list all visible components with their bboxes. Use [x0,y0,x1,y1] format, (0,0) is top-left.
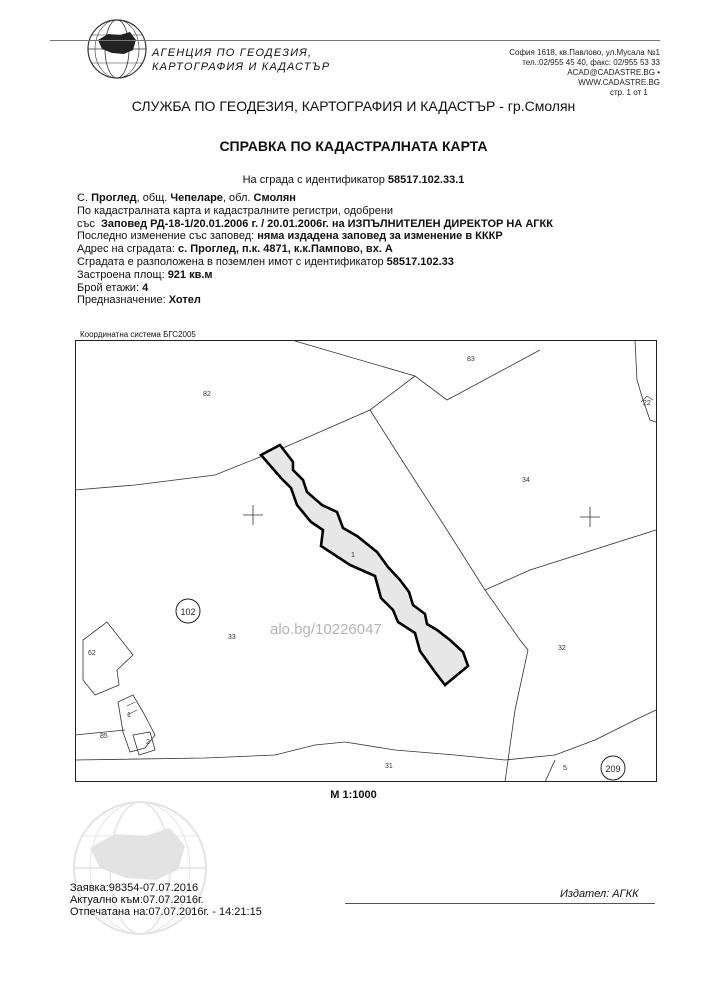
header-rule [50,40,660,41]
purpose-line [77,294,553,307]
purpose-value: Хотел [168,294,201,307]
contact-address: София 1618, кв.Павлово, ул.Мусала №1 [509,48,660,57]
building-1-label: 1 [127,712,131,719]
address-label: Адрес на сградата: [77,243,175,256]
parcel-83-label: 83 [467,356,475,363]
footer-info [70,882,262,918]
area-line [77,269,553,282]
last-change-label: Последно изменение със заповед: [77,230,255,243]
building-id-label: На сграда с идентификатор [242,174,385,186]
order-prefix: със [77,217,95,230]
agency-contact [490,48,660,88]
plot-line [77,256,553,269]
parcel-82-label: 82 [203,391,211,398]
contact-web: ACAD@CADASTRE.BG • WWW.CADASTRE.BG [567,68,660,87]
page-number: стр. 1 от 1 [610,88,648,97]
floors-line [77,282,553,295]
agency-name [152,46,330,74]
parcel-22-label: 22 [643,400,651,407]
agency-line-1: АГЕНЦИЯ ПО ГЕОДЕЗИЯ, [152,47,313,59]
building-id-value: 58517.102.33.1 [387,174,465,186]
location-prefix: С. [77,192,88,204]
location-line [77,192,553,205]
building-2-label: 2 [146,739,150,746]
document-title: СПРАВКА ПО КАДАСТРАЛНАТА КАРТА [219,138,488,154]
parcel-34-label: 34 [522,477,530,484]
order-value: Заповед РД-18-1/20.01.2006 г. / 20.01.2006г. на ИЗПЪЛНИТЕЛЕН ДИРЕКТОР НА АГКК [101,217,553,230]
block-102-label: 102 [180,607,196,617]
watermark-text: alo.bg/10226047 [270,621,382,638]
building-62-label: 62 [88,650,96,657]
current-to-date: Актуално към:07.07.2016г. [70,894,204,906]
plot-label: Сградата е разположена в поземлен имот с идентификатор [77,255,384,268]
coordinate-system: Координатна система БГС2005 [80,330,196,339]
agency-line-2: КАРТОГРАФИЯ И КАДАСТЪР [152,61,331,73]
contact-phone: тел.:02/955 45 40, факс: 02/955 53 33 [522,58,660,67]
address-value: с. Проглед, п.к. 4871, к.к.Пампово, вх. А [178,243,393,256]
printed-timestamp: Отпечатана на:07.07.2016г. - 14:21:15 [70,906,262,918]
parcel-32-label: 32 [558,645,566,652]
parcel-31-label: 31 [385,763,393,770]
issuer-rule [345,903,655,904]
request-number: Заявка:98354-07.07.2016 [70,882,199,894]
region-prefix: , обл. [222,192,251,204]
property-details [77,192,553,307]
parcel-85-label: 85 [100,733,108,740]
floors-value: 4 [142,281,149,294]
approved-line: По кадастралната карта и кадастралните регистри, одобрени [77,204,394,217]
purpose-label: Предназначение: [77,294,166,307]
region-name: Смолян [253,192,296,204]
parcel-5-label: 5 [563,765,567,772]
plot-value: 58517.102.33 [386,255,454,268]
last-change-value: няма издадена заповед за изменение в КККР [257,230,503,243]
building-identifier [0,174,707,186]
office-name: СЛУЖБА ПО ГЕОДЕЗИЯ, КАРТОГРАФИЯ И КАДАСТЪР - гр.Смолян [131,98,576,114]
hotel-building-label: 1 [351,552,355,559]
map-scale: М 1:1000 [330,789,377,801]
municipality-prefix: , общ. [136,192,168,204]
agency-globe-logo [86,18,148,80]
area-value: 921 кв.м [167,268,213,281]
issuer: Издател: АГКК [560,888,639,900]
address-line [77,243,553,256]
last-change-line [77,230,553,243]
cadastral-map [75,340,657,782]
area-label: Застроена площ: [77,268,165,281]
floors-label: Брой етажи: [77,281,139,294]
village-name: Проглед [91,192,137,204]
order-line [77,218,553,231]
block-209-label: 209 [605,764,621,774]
parcel-33-label: 33 [228,634,236,641]
municipality-name: Чепеларе [170,192,223,204]
